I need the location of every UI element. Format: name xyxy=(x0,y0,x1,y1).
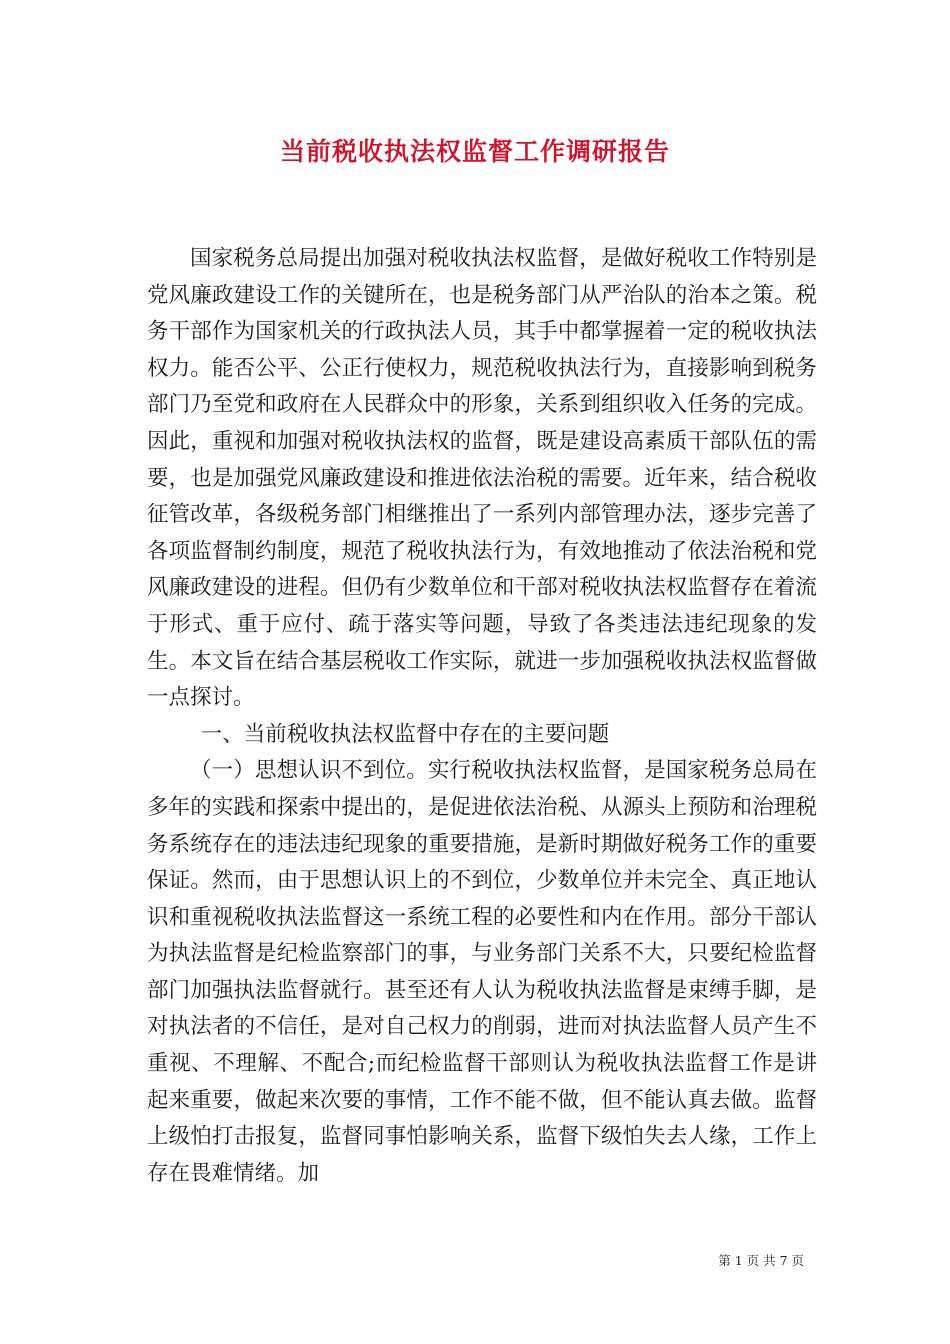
intro-paragraph: 国家税务总局提出加强对税收执法权监督，是做好税收工作特别是党风廉政建设工作的关键所在，也是税务部门从严治队的治本之策。税务干部作为国家机关的行政执法人员，其手中都掌握着一定的税收执法权力。能否公平、公正行使权力，规范税收执法行为，直接影响到税务部门乃至党和政府在人民群众中的形象，关系到组织收入任务的完成。因此，重视和加强对税收执法权的监督，既是建设高素质干部队伍的需要，也是加强党风廉政建设和推进依法治税的需要。近年来，结合税收征管改革，各级税务部门相继推出了一系列内部管理办法，逐步完善了各项监督制约制度，规范了税收执法行为，有效地推动了依法治税和党风廉政建设的进程。但仍有少数单位和干部对税收执法权监督存在着流于形式、重于应付、疏于落实等问题，导致了各类违法违纪现象的发生。本文旨在结合基层税收工作实际，就进一步加强税收执法权监督做一点探讨。 xyxy=(147,246,817,711)
document-body xyxy=(147,241,817,1192)
document-title: 当前税收执法权监督工作调研报告 xyxy=(279,137,670,166)
subsection-paragraph: （一）思想认识不到位。实行税收执法权监督，是国家税务总局在多年的实践和探索中提出的，是促进依法治税、从源头上预防和治理税务系统存在的违法违纪现象的重要措施，是新时期做好税务工作的重要保证。然而，由于思想认识上的不到位，少数单位并未完全、真正地认识和重视税收执法监督这一系统工程的必要性和内在作用。部分干部认为执法监督是纪检监察部门的事，与业务部门关系不大，只要纪检监督部门加强执法监督就行。甚至还有人认为税收执法监督是束缚手脚，是对执法者的不信任，是对自己权力的削弱，进而对执法监督人员产生不重视、不理解、不配合;而纪检监督干部则认为税收执法监督工作是讲起来重要，做起来次要的事情，工作不能不做，但不能认真去做。监督上级怕打击报复，监督同事怕影响关系，监督下级怕失去人缘，工作上存在畏难情绪。加 xyxy=(147,758,817,1186)
section-heading: 一、当前税收执法权监督中存在的主要问题 xyxy=(200,721,610,747)
page-number-footer: 第 1 页 共 7 页 xyxy=(718,1253,804,1268)
